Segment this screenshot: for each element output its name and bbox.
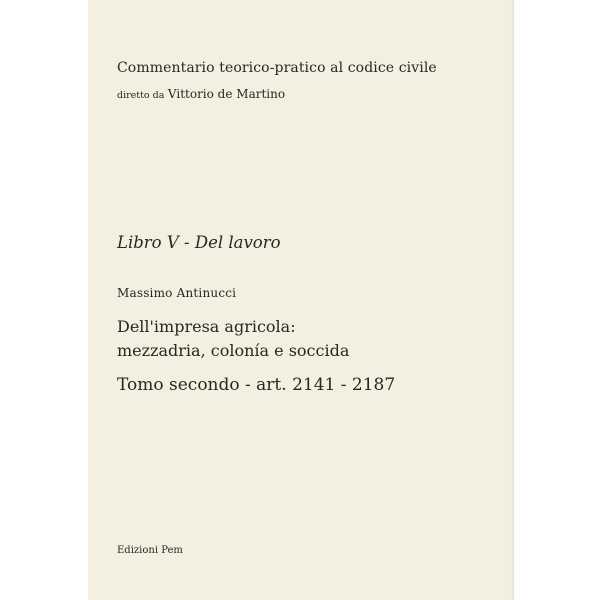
editor-name: Vittorio de Martino — [167, 87, 286, 101]
book-title: Libro V - Del lavoro — [117, 233, 281, 252]
work-title-line-2: mezzadria, colonía e soccida — [117, 341, 350, 360]
editor-prefix: diretto da — [117, 90, 165, 101]
series-title: Commentario teorico-pratico al codice civile — [117, 60, 437, 76]
series-editor — [117, 87, 285, 101]
volume-info: Tomo secondo - art. 2141 - 2187 — [117, 375, 396, 395]
title-page — [88, 0, 514, 600]
author-name: Massimo Antinucci — [117, 286, 237, 300]
publisher-name: Edizioni Pem — [117, 545, 183, 556]
work-title-line-1: Dell'impresa agricola: — [117, 317, 296, 336]
